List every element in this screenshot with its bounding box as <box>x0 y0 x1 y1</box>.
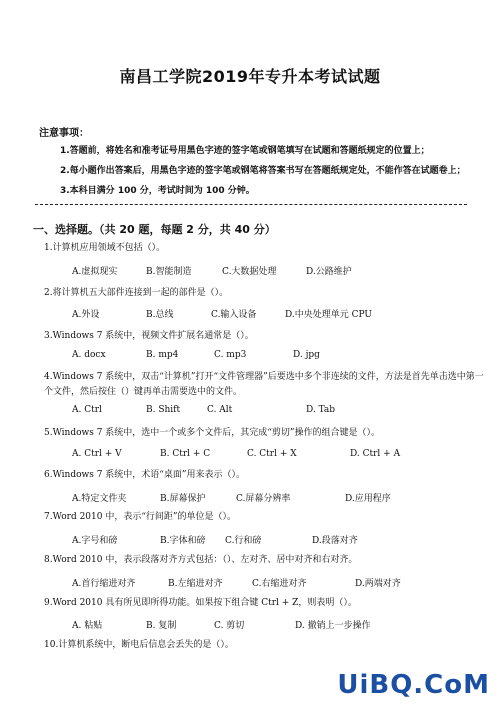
option: B.左缩进对齐 <box>168 579 223 589</box>
option: D.应用程序 <box>345 494 391 504</box>
option: B. Ctrl + C <box>160 449 211 459</box>
option: D.两端对齐 <box>355 579 401 589</box>
question-options <box>0 533 500 545</box>
question-stem: 10.计算机系统中，断电后信息会丢失的是（）。 <box>44 640 234 650</box>
dashed-divider <box>35 204 467 205</box>
option: D.段落对齐 <box>312 536 358 546</box>
option: B.总线 <box>146 310 174 320</box>
option: C.大数据处理 <box>222 267 277 277</box>
option: C.屏幕分辨率 <box>236 494 291 504</box>
option: B.智能制造 <box>146 267 192 277</box>
question-stem: 3.Windows 7 系统中，视频文件扩展名通常是（）。 <box>44 331 254 341</box>
question-stem: 5.Windows 7 系统中，选中一个或多个文件后，其完成“剪切”操作的组合键是（）。 <box>44 428 381 438</box>
option: C.行和磅 <box>225 536 262 546</box>
option: D. 撤销上一步操作 <box>295 621 371 631</box>
question-stem: 9.Word 2010 具有所见即所得功能。如果按下组合键 Ctrl + Z，则表明（）。 <box>44 598 357 608</box>
notes-heading: 注意事项： <box>39 128 89 139</box>
question-stem: 2.将计算机五大部件连接到一起的部件是（）。 <box>44 288 229 298</box>
note-item: 1.答题前，将姓名和准考证号用黑色字迹的签字笔或钢笔填写在试题和答题纸规定的位置上； <box>60 146 430 156</box>
note-item: 3.本科目满分 100 分，考试时间为 100 分钟。 <box>60 186 255 196</box>
option: A. 粘贴 <box>72 621 103 631</box>
option: A. Ctrl <box>72 405 102 415</box>
question-options <box>0 405 500 417</box>
option: A.虚拟现实 <box>72 267 118 277</box>
option: C.输入设备 <box>211 310 257 320</box>
option: A.特定文件夹 <box>72 494 127 504</box>
option: C.右缩进对齐 <box>252 579 307 589</box>
question-options <box>0 350 500 362</box>
option: A. docx <box>72 350 106 360</box>
question-options <box>0 264 500 276</box>
option: D. Ctrl + A <box>350 449 401 459</box>
option: C. Alt <box>207 405 233 415</box>
option: A.外设 <box>72 310 100 320</box>
option: D. Tab <box>306 405 336 415</box>
option: B. 复制 <box>146 621 177 631</box>
option: A.字号和磅 <box>72 536 118 546</box>
question-stem: 6.Windows 7 系统中，术语“桌面”用来表示（）。 <box>44 470 246 480</box>
question-options <box>0 618 500 630</box>
question-options <box>0 576 500 588</box>
question-stem: 7.Word 2010 中，表示“行间距”的单位是（）。 <box>44 512 237 522</box>
option: B. mp4 <box>146 350 179 360</box>
option: D. jpg <box>293 350 320 360</box>
option: C. Ctrl + X <box>247 449 297 459</box>
question-options <box>0 449 500 461</box>
option: A.首行缩进对齐 <box>72 579 136 589</box>
option: B.字体和磅 <box>160 536 206 546</box>
option: C. 剪切 <box>214 621 245 631</box>
question-stem: 1.计算机应用领域不包括（）。 <box>44 243 166 253</box>
question-options <box>0 491 500 503</box>
option: D.中央处理单元 CPU <box>285 310 372 320</box>
question-options <box>0 307 500 319</box>
option: B.屏幕保护 <box>160 494 206 504</box>
option: B. Shift <box>146 405 181 415</box>
note-item: 2.每小题作出答案后，用黑色字迹的签字笔或钢笔将答案书写在答题纸规定处，不能作答在试题卷上； <box>60 166 466 176</box>
option: D.公路维护 <box>306 267 352 277</box>
option: C. mp3 <box>214 350 247 360</box>
watermark-logo: UiBQ.CoM <box>337 670 490 700</box>
section-heading: 一、选择题。（共 20 题，每题 2 分，共 40 分） <box>33 223 276 236</box>
option: A. Ctrl + V <box>72 449 122 459</box>
question-stem: 4.Windows 7 系统中，双击“计算机”打开“文件管理器”后要选中多个非连续的文件，方法是首先单击选中第一个文件，然后按住（）键再单击需要选中的文件。 <box>44 372 484 397</box>
question-stem: 8.Word 2010 中，表示段落对齐方式包括：（）、左对齐、居中对齐和右对齐。 <box>44 555 358 565</box>
page-title: 南昌工学院2019年专升本考试试题 <box>119 67 381 86</box>
